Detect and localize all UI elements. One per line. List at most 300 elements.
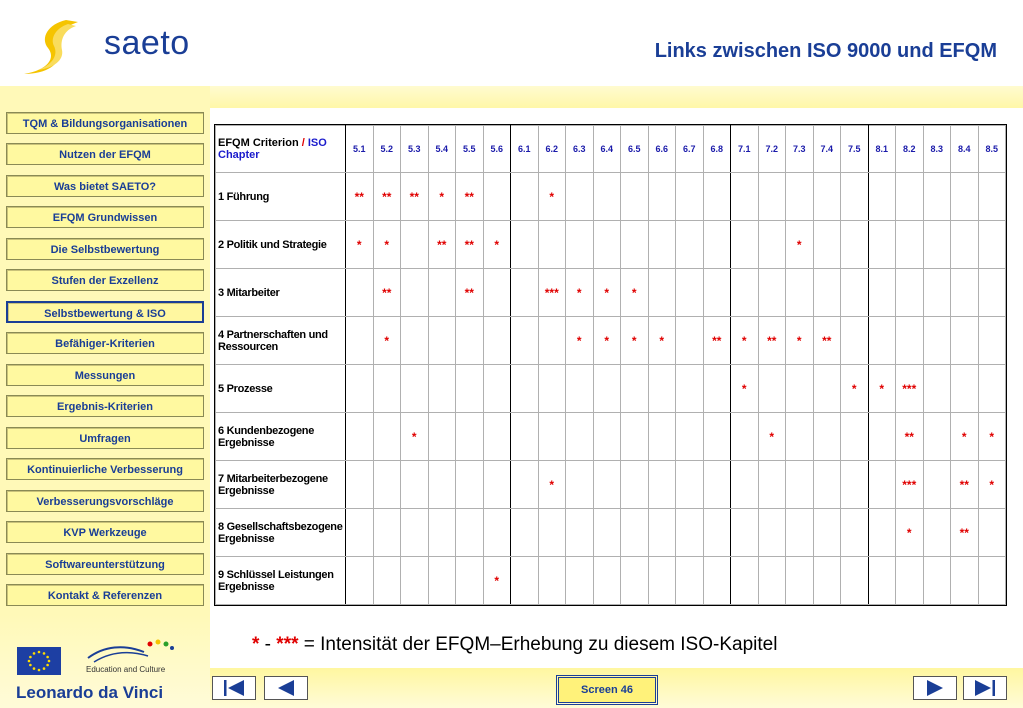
- intensity-cell: [978, 557, 1006, 605]
- iso-chapter-header: 5.5: [456, 126, 484, 173]
- intensity-cell: [648, 413, 676, 461]
- intensity-cell: [593, 557, 621, 605]
- intensity-cell: [511, 365, 539, 413]
- intensity-cell: [758, 509, 786, 557]
- intensity-cell: [346, 509, 374, 557]
- intensity-cell: [841, 461, 869, 509]
- intensity-cell: [703, 173, 731, 221]
- intensity-cell: [896, 269, 924, 317]
- intensity-cell: [428, 365, 456, 413]
- intensity-cell: [731, 173, 759, 221]
- matrix-corner-cell: [216, 126, 346, 173]
- intensity-cell: [786, 269, 814, 317]
- intensity-cell: [456, 461, 484, 509]
- iso-chapter-header: 6.7: [676, 126, 704, 173]
- intensity-cell: [483, 317, 511, 365]
- logo-wordmark: saeto: [104, 24, 190, 62]
- last-page-icon: [964, 677, 1006, 699]
- intensity-cell: [703, 557, 731, 605]
- intensity-cell: [511, 461, 539, 509]
- legend-dash: -: [259, 634, 277, 655]
- intensity-cell: [813, 413, 841, 461]
- intensity-cell: [758, 269, 786, 317]
- intensity-cell: [648, 509, 676, 557]
- iso-chapter-header: 5.3: [401, 126, 429, 173]
- intensity-cell: **: [813, 317, 841, 365]
- intensity-cell: [511, 221, 539, 269]
- table-row: [216, 509, 1006, 557]
- intensity-cell: [813, 173, 841, 221]
- efqm-criterion-label: 7 Mitarbeiterbezogene Ergebnisse: [216, 461, 346, 509]
- intensity-cell: *: [621, 317, 649, 365]
- intensity-cell: *: [841, 365, 869, 413]
- intensity-cell: [676, 221, 704, 269]
- intensity-cell: [841, 413, 869, 461]
- iso-chapter-header: 6.4: [593, 126, 621, 173]
- table-row: [216, 365, 1006, 413]
- intensity-cell: [648, 269, 676, 317]
- sidebar-item-15[interactable]: Softwareunterstützung: [6, 553, 204, 575]
- intensity-cell: [951, 317, 979, 365]
- intensity-cell: [978, 221, 1006, 269]
- efqm-criterion-label: 1 Führung: [216, 173, 346, 221]
- intensity-cell: [731, 413, 759, 461]
- iso-chapter-header: 6.8: [703, 126, 731, 173]
- corner-efqm-label: EFQM Criterion: [218, 137, 299, 149]
- intensity-cell: [868, 413, 896, 461]
- legend: [252, 634, 777, 656]
- intensity-cell: [401, 317, 429, 365]
- intensity-cell: [511, 413, 539, 461]
- sidebar-item-2[interactable]: Nutzen der EFQM: [6, 143, 204, 165]
- intensity-cell: [951, 557, 979, 605]
- intensity-cell: [648, 461, 676, 509]
- intensity-cell: [346, 317, 374, 365]
- intensity-cell: [566, 365, 594, 413]
- intensity-cell: [758, 461, 786, 509]
- intensity-cell: **: [456, 173, 484, 221]
- intensity-cell: [896, 317, 924, 365]
- intensity-cell: [951, 173, 979, 221]
- intensity-cell: *: [758, 413, 786, 461]
- intensity-cell: [978, 173, 1006, 221]
- iso-chapter-header: 8.4: [951, 126, 979, 173]
- intensity-cell: [511, 173, 539, 221]
- intensity-cell: [786, 365, 814, 413]
- sidebar-item-10[interactable]: Ergebnis-Kriterien: [6, 395, 204, 417]
- iso-chapter-header: 7.4: [813, 126, 841, 173]
- intensity-cell: [868, 173, 896, 221]
- intensity-cell: [731, 461, 759, 509]
- intensity-cell: *: [373, 221, 401, 269]
- intensity-cell: **: [951, 461, 979, 509]
- intensity-cell: [786, 509, 814, 557]
- intensity-cell: [346, 413, 374, 461]
- intensity-cell: [401, 269, 429, 317]
- iso-chapter-header: 8.3: [923, 126, 951, 173]
- header-bar: [0, 0, 1023, 86]
- intensity-cell: [731, 557, 759, 605]
- intensity-cell: [868, 221, 896, 269]
- efqm-criterion-label: 9 Schlüssel Leistungen Ergebnisse: [216, 557, 346, 605]
- efqm-criterion-label: 5 Prozesse: [216, 365, 346, 413]
- corner-slash: /: [301, 137, 305, 149]
- sidebar-item-8[interactable]: Befähiger-Kriterien: [6, 332, 204, 354]
- intensity-cell: [511, 317, 539, 365]
- intensity-cell: [868, 461, 896, 509]
- intensity-cell: [593, 173, 621, 221]
- intensity-cell: [868, 557, 896, 605]
- saeto-logo: [18, 14, 198, 78]
- intensity-cell: [648, 173, 676, 221]
- intensity-cell: [373, 365, 401, 413]
- iso-chapter-header: 5.2: [373, 126, 401, 173]
- intensity-cell: *: [538, 173, 566, 221]
- sidebar-item-13[interactable]: Verbesserungsvorschläge: [6, 490, 204, 512]
- next-page-button[interactable]: [913, 676, 957, 700]
- intensity-cell: *: [786, 317, 814, 365]
- intensity-cell: [813, 221, 841, 269]
- intensity-cell: [841, 269, 869, 317]
- first-page-button[interactable]: [212, 676, 256, 700]
- intensity-cell: [703, 365, 731, 413]
- intensity-cell: [538, 221, 566, 269]
- intensity-cell: **: [951, 509, 979, 557]
- iso-chapter-header: 8.5: [978, 126, 1006, 173]
- legend-text: = Intensität der EFQM–Erhebung zu diesem ISO-Kapitel: [298, 634, 778, 655]
- intensity-cell: [483, 365, 511, 413]
- sidebar-item-4[interactable]: EFQM Grundwissen: [6, 206, 204, 228]
- intensity-cell: [731, 269, 759, 317]
- intensity-cell: [428, 557, 456, 605]
- education-culture-text: Education and Culture: [86, 665, 166, 674]
- intensity-cell: *: [593, 317, 621, 365]
- intensity-cell: [401, 221, 429, 269]
- iso-chapter-header: 5.6: [483, 126, 511, 173]
- intensity-cell: [841, 221, 869, 269]
- intensity-cell: [731, 509, 759, 557]
- matrix-body: [216, 173, 1006, 605]
- intensity-cell: [621, 365, 649, 413]
- intensity-cell: [373, 461, 401, 509]
- table-row: [216, 173, 1006, 221]
- page-title: Links zwischen ISO 9000 und EFQM: [654, 40, 997, 62]
- intensity-cell: [703, 413, 731, 461]
- intensity-cell: [483, 509, 511, 557]
- intensity-cell: [538, 365, 566, 413]
- intensity-cell: [676, 365, 704, 413]
- intensity-cell: [703, 269, 731, 317]
- intensity-cell: [676, 413, 704, 461]
- intensity-cell: [923, 557, 951, 605]
- intensity-cell: [703, 509, 731, 557]
- intensity-cell: *: [896, 509, 924, 557]
- sidebar-item-11[interactable]: Umfragen: [6, 427, 204, 449]
- intensity-cell: [346, 269, 374, 317]
- intensity-cell: [896, 221, 924, 269]
- table-row: [216, 221, 1006, 269]
- intensity-cell: *: [428, 173, 456, 221]
- intensity-cell: [978, 365, 1006, 413]
- intensity-cell: *: [483, 221, 511, 269]
- intensity-cell: [896, 557, 924, 605]
- intensity-cell: [373, 557, 401, 605]
- intensity-cell: [978, 317, 1006, 365]
- sidebar-item-12[interactable]: Kontinuierliche Verbesserung: [6, 458, 204, 480]
- intensity-cell: [373, 509, 401, 557]
- intensity-cell: [566, 557, 594, 605]
- intensity-cell: [841, 557, 869, 605]
- swoosh-icon: [18, 14, 88, 78]
- sidebar-item-1[interactable]: TQM & Bildungsorganisationen: [6, 112, 204, 134]
- table-row: [216, 317, 1006, 365]
- intensity-cell: [428, 461, 456, 509]
- intensity-cell: [566, 413, 594, 461]
- intensity-cell: [758, 173, 786, 221]
- intensity-cell: [868, 269, 896, 317]
- intensity-cell: [923, 509, 951, 557]
- iso-chapter-header: 7.3: [786, 126, 814, 173]
- intensity-cell: ***: [896, 461, 924, 509]
- table-row: [216, 461, 1006, 509]
- intensity-cell: *: [593, 269, 621, 317]
- intensity-cell: [786, 461, 814, 509]
- intensity-cell: *: [731, 365, 759, 413]
- intensity-cell: [566, 173, 594, 221]
- intensity-cell: *: [648, 317, 676, 365]
- intensity-cell: ***: [896, 365, 924, 413]
- intensity-cell: [511, 269, 539, 317]
- intensity-cell: [566, 509, 594, 557]
- intensity-cell: [538, 557, 566, 605]
- iso-chapter-header: 5.1: [346, 126, 374, 173]
- intensity-cell: [868, 317, 896, 365]
- intensity-cell: [593, 221, 621, 269]
- sidebar-item-3[interactable]: Was bietet SAETO?: [6, 175, 204, 197]
- intensity-cell: [456, 413, 484, 461]
- intensity-cell: **: [703, 317, 731, 365]
- intensity-cell: [648, 557, 676, 605]
- intensity-cell: [538, 509, 566, 557]
- prev-page-button[interactable]: [264, 676, 308, 700]
- intensity-cell: *: [621, 269, 649, 317]
- efqm-criterion-label: 3 Mitarbeiter: [216, 269, 346, 317]
- eu-flag-icon: [17, 647, 61, 675]
- intensity-cell: [483, 413, 511, 461]
- sidebar-item-5[interactable]: Die Selbstbewertung: [6, 238, 204, 260]
- intensity-cell: [483, 461, 511, 509]
- intensity-cell: [841, 173, 869, 221]
- intensity-cell: **: [758, 317, 786, 365]
- intensity-cell: **: [401, 173, 429, 221]
- legend-star-single: *: [252, 634, 260, 655]
- intensity-cell: [868, 509, 896, 557]
- intensity-cell: [676, 557, 704, 605]
- intensity-cell: *: [868, 365, 896, 413]
- intensity-cell: [978, 509, 1006, 557]
- iso-chapter-header: 7.1: [731, 126, 759, 173]
- intensity-cell: [483, 269, 511, 317]
- intensity-cell: [621, 509, 649, 557]
- intensity-cell: [923, 413, 951, 461]
- iso-chapter-header: 6.2: [538, 126, 566, 173]
- intensity-cell: [621, 413, 649, 461]
- intensity-cell: [896, 173, 924, 221]
- intensity-cell: [703, 461, 731, 509]
- intensity-cell: **: [373, 173, 401, 221]
- intensity-cell: **: [456, 269, 484, 317]
- intensity-cell: [428, 509, 456, 557]
- intensity-cell: [511, 509, 539, 557]
- intensity-cell: [951, 365, 979, 413]
- intensity-cell: [676, 509, 704, 557]
- intensity-cell: [951, 269, 979, 317]
- sidebar-item-7[interactable]: Selbstbewertung & ISO: [6, 301, 204, 323]
- iso-chapter-header: 8.1: [868, 126, 896, 173]
- iso-chapter-header: 6.6: [648, 126, 676, 173]
- iso-chapter-header: 5.4: [428, 126, 456, 173]
- intensity-cell: [703, 221, 731, 269]
- matrix-header-row: [216, 126, 1006, 173]
- intensity-cell: *: [978, 413, 1006, 461]
- intensity-cell: [428, 317, 456, 365]
- intensity-cell: [456, 365, 484, 413]
- table-row: [216, 557, 1006, 605]
- intensity-cell: *: [566, 317, 594, 365]
- last-page-button[interactable]: [963, 676, 1007, 700]
- intensity-cell: [346, 461, 374, 509]
- intensity-cell: *: [978, 461, 1006, 509]
- sidebar-item-6[interactable]: Stufen der Exzellenz: [6, 269, 204, 291]
- intensity-cell: *: [731, 317, 759, 365]
- iso-chapter-header: 6.3: [566, 126, 594, 173]
- intensity-cell: [621, 461, 649, 509]
- intensity-cell: *: [401, 413, 429, 461]
- intensity-cell: ***: [538, 269, 566, 317]
- intensity-cell: [951, 221, 979, 269]
- intensity-cell: [566, 461, 594, 509]
- intensity-cell: [373, 413, 401, 461]
- intensity-cell: [923, 173, 951, 221]
- intensity-cell: [813, 509, 841, 557]
- iso-chapter-header: 8.2: [896, 126, 924, 173]
- intensity-cell: [456, 557, 484, 605]
- screen-number-badge: Screen 46: [558, 677, 656, 703]
- intensity-cell: [676, 461, 704, 509]
- intensity-cell: **: [346, 173, 374, 221]
- intensity-cell: [758, 365, 786, 413]
- intensity-cell: [731, 221, 759, 269]
- intensity-cell: [538, 413, 566, 461]
- intensity-cell: *: [373, 317, 401, 365]
- intensity-cell: [786, 413, 814, 461]
- intensity-cell: [813, 269, 841, 317]
- corner-iso-label: ISO Chapter: [218, 137, 327, 161]
- intensity-cell: [786, 557, 814, 605]
- iso-chapter-header: 6.5: [621, 126, 649, 173]
- intensity-cell: [621, 557, 649, 605]
- table-row: [216, 269, 1006, 317]
- intensity-cell: [621, 173, 649, 221]
- efqm-criterion-label: 8 Gesellschaftsbezogene Ergebnisse: [216, 509, 346, 557]
- intensity-cell: [483, 173, 511, 221]
- intensity-cell: [566, 221, 594, 269]
- prev-page-icon: [265, 677, 307, 699]
- table-row: [216, 413, 1006, 461]
- sidebar-item-14[interactable]: KVP Werkzeuge: [6, 521, 204, 543]
- intensity-cell: [621, 221, 649, 269]
- intensity-cell: [593, 509, 621, 557]
- intensity-cell: [813, 365, 841, 413]
- intensity-cell: *: [538, 461, 566, 509]
- efqm-criterion-label: 2 Politik und Strategie: [216, 221, 346, 269]
- intensity-cell: [841, 509, 869, 557]
- intensity-cell: [923, 461, 951, 509]
- sidebar-item-9[interactable]: Messungen: [6, 364, 204, 386]
- intensity-cell: [676, 173, 704, 221]
- intensity-cell: [648, 365, 676, 413]
- intensity-cell: [593, 413, 621, 461]
- intensity-cell: [923, 221, 951, 269]
- efqm-criterion-label: 4 Partnerschaften und Ressourcen: [216, 317, 346, 365]
- intensity-cell: [593, 365, 621, 413]
- intensity-cell: [401, 461, 429, 509]
- intensity-cell: [923, 269, 951, 317]
- intensity-cell: *: [566, 269, 594, 317]
- iso-chapter-header: 7.5: [841, 126, 869, 173]
- intensity-cell: **: [896, 413, 924, 461]
- intensity-cell: *: [786, 221, 814, 269]
- intensity-cell: **: [428, 221, 456, 269]
- intensity-cell: [346, 557, 374, 605]
- iso-efqm-matrix: [215, 125, 1006, 605]
- intensity-cell: [841, 317, 869, 365]
- intensity-cell: [676, 269, 704, 317]
- intensity-cell: [923, 317, 951, 365]
- intensity-cell: [648, 221, 676, 269]
- intensity-cell: [428, 269, 456, 317]
- intensity-cell: [758, 221, 786, 269]
- intensity-cell: **: [373, 269, 401, 317]
- legend-star-triple: ***: [276, 634, 299, 655]
- intensity-cell: [538, 317, 566, 365]
- intensity-cell: [978, 269, 1006, 317]
- intensity-cell: [676, 317, 704, 365]
- iso-chapter-header: 6.1: [511, 126, 539, 173]
- intensity-cell: [401, 509, 429, 557]
- sidebar-item-16[interactable]: Kontakt & Referenzen: [6, 584, 204, 606]
- intensity-cell: [456, 509, 484, 557]
- intensity-cell: *: [483, 557, 511, 605]
- intensity-cell: [593, 461, 621, 509]
- intensity-cell: **: [456, 221, 484, 269]
- intensity-cell: [346, 365, 374, 413]
- intensity-cell: *: [951, 413, 979, 461]
- leonardo-da-vinci-label: Leonardo da Vinci: [16, 683, 164, 702]
- intensity-cell: [923, 365, 951, 413]
- first-page-icon: [213, 677, 255, 699]
- next-page-icon: [914, 677, 956, 699]
- intensity-cell: [511, 557, 539, 605]
- intensity-cell: [401, 365, 429, 413]
- intensity-cell: [813, 461, 841, 509]
- intensity-cell: *: [346, 221, 374, 269]
- efqm-criterion-label: 6 Kundenbezogene Ergebnisse: [216, 413, 346, 461]
- iso-chapter-header: 7.2: [758, 126, 786, 173]
- intensity-cell: [813, 557, 841, 605]
- intensity-cell: [758, 557, 786, 605]
- intensity-cell: [428, 413, 456, 461]
